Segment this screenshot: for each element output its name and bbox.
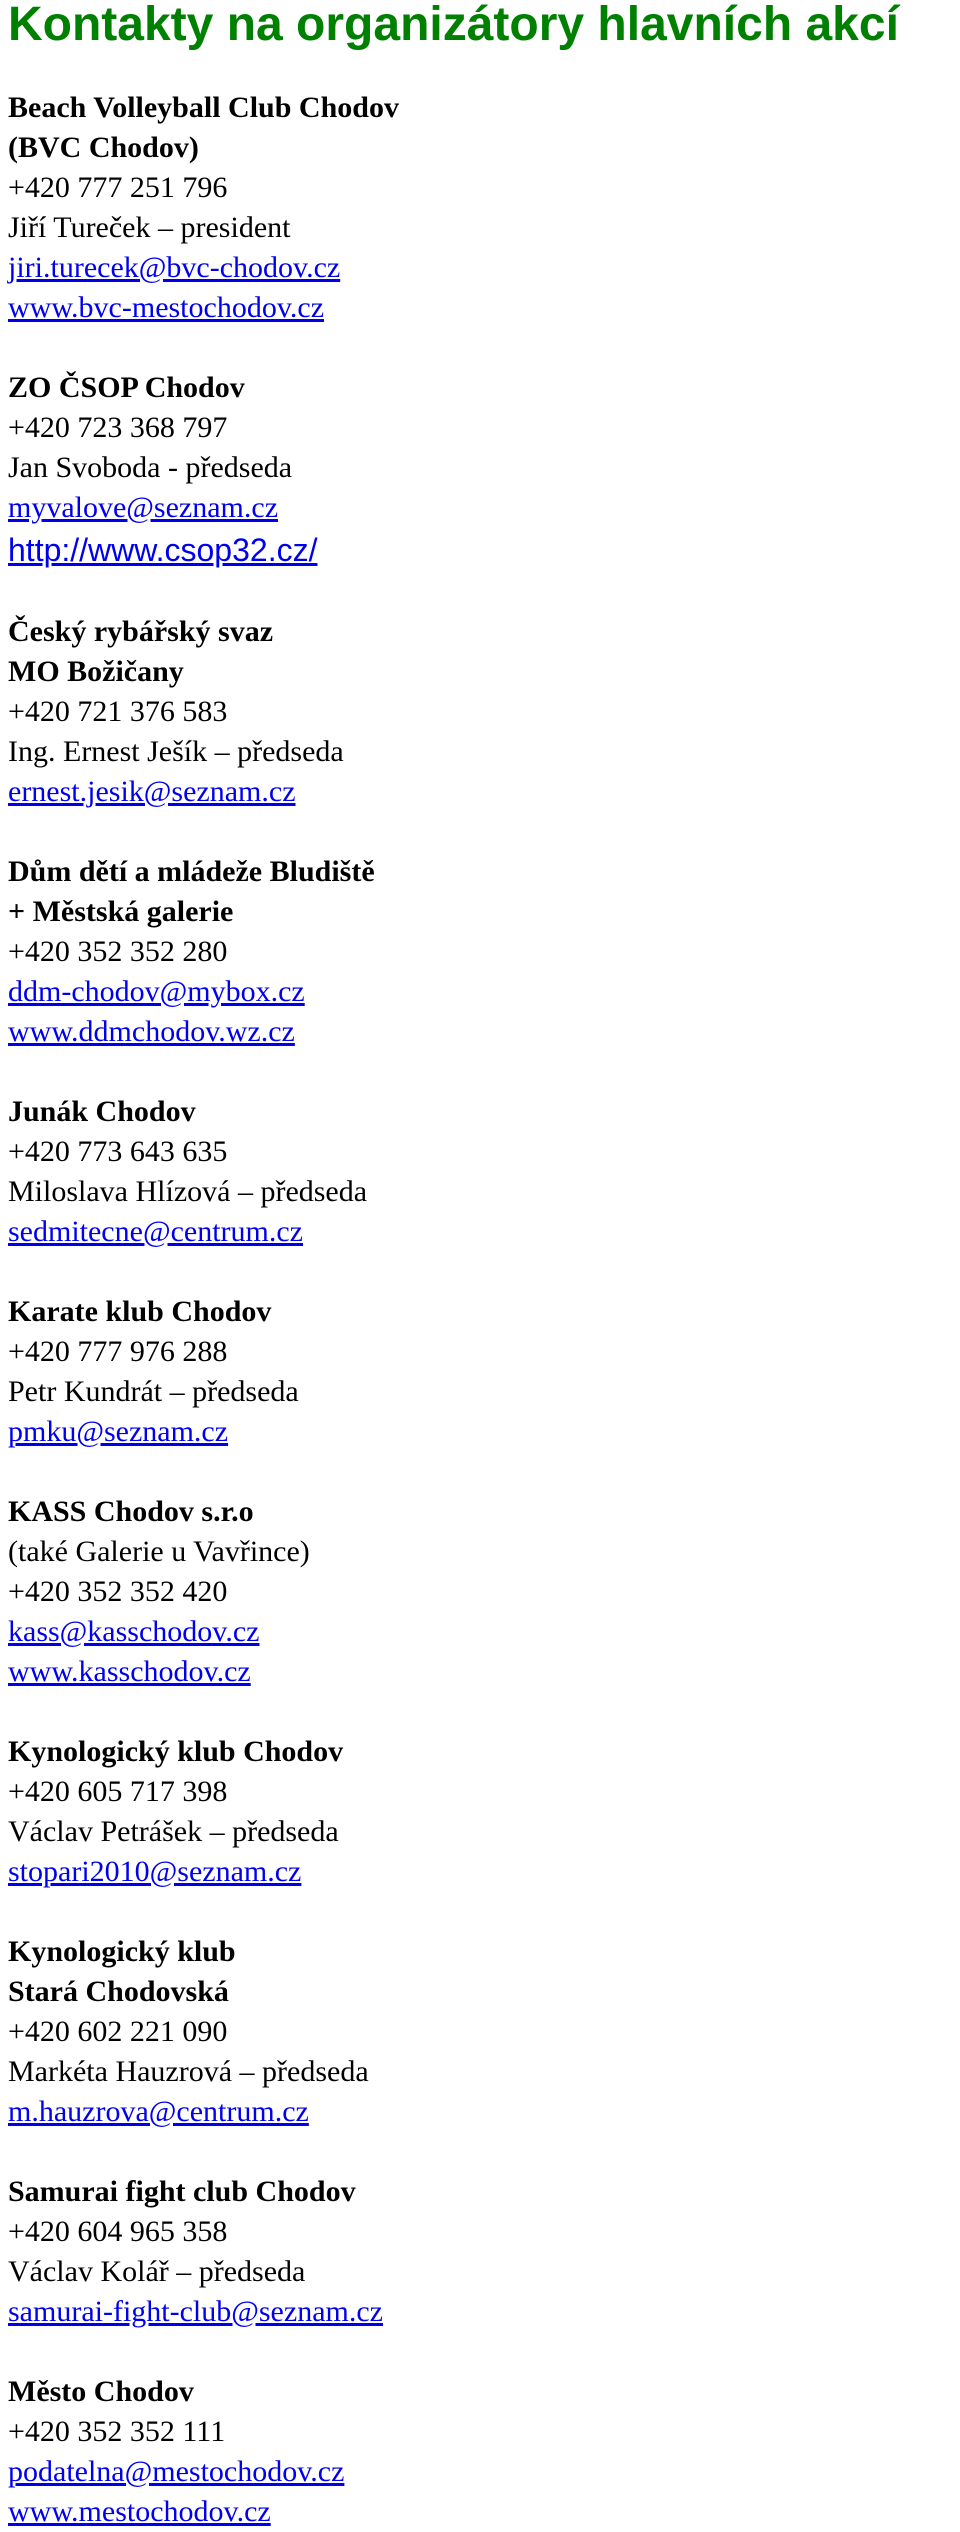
contact-detail: Jiří Tureček – president [8,211,291,244]
contact-block [8,612,960,812]
contact-organization-name: KASS Chodov s.r.o [8,1495,254,1528]
contact-website-link[interactable]: www.ddmchodov.wz.cz [8,1015,295,1048]
contact-block [8,368,960,572]
contact-email-link[interactable]: myvalove@seznam.cz [8,491,279,524]
contact-phone: +420 352 352 111 [8,2415,226,2448]
contact-block [8,88,960,328]
contact-organization-name: Dům dětí a mládeže Bludiště [8,855,375,888]
contact-detail: Václav Petrášek – předseda [8,1815,339,1848]
contact-organization-name: MO Božičany [8,655,184,688]
contact-organization-name: + Městská galerie [8,895,234,928]
contact-website-link[interactable]: www.mestochodov.cz [8,2495,271,2528]
contact-phone: +420 723 368 797 [8,411,228,444]
contact-phone: +420 773 643 635 [8,1135,228,1168]
contact-email-link[interactable]: samurai-fight-club@seznam.cz [8,2295,383,2328]
contact-block [8,1732,960,1892]
contact-detail: Miloslava Hlízová – předseda [8,1175,368,1208]
page-title: Kontakty na organizátory hlavních akcí [8,0,899,51]
contact-email-link[interactable]: stopari2010@seznam.cz [8,1855,302,1888]
contact-organization-name: Město Chodov [8,2375,194,2408]
contact-email-link[interactable]: podatelna@mestochodov.cz [8,2455,345,2488]
contact-block [8,2372,960,2532]
contact-detail: Petr Kundrát – předseda [8,1375,299,1408]
contact-organization-name: Kynologický klub Chodov [8,1735,344,1768]
contact-block [8,852,960,1052]
contact-phone: +420 352 352 420 [8,1575,228,1608]
contact-email-link[interactable]: ddm-chodov@mybox.cz [8,975,305,1008]
contact-detail: (také Galerie u Vavřince) [8,1535,310,1568]
contact-organization-name: Beach Volleyball Club Chodov [8,91,399,124]
contact-website-link[interactable]: www.bvc-mestochodov.cz [8,291,325,324]
contact-organization-name: Kynologický klub [8,1935,236,1968]
contact-organization-name: Junák Chodov [8,1095,196,1128]
contact-organization-name: Karate klub Chodov [8,1295,272,1328]
contact-detail: Jan Svoboda - předseda [8,451,293,484]
contact-block [8,2172,960,2332]
contact-phone: +420 352 352 280 [8,935,228,968]
contact-block [8,1292,960,1452]
contact-detail: Markéta Hauzrová – předseda [8,2055,369,2088]
contact-organization-name: Český rybářský svaz [8,615,274,648]
contact-organization-name: (BVC Chodov) [8,131,199,164]
contact-email-link[interactable]: jiri.turecek@bvc-chodov.cz [8,251,341,284]
contact-detail: Ing. Ernest Ješík – předseda [8,735,344,768]
contact-email-link[interactable]: sedmitecne@centrum.cz [8,1215,303,1248]
contact-email-link[interactable]: kass@kasschodov.cz [8,1615,260,1648]
contact-block [8,1932,960,2132]
contact-website-link[interactable]: http://www.csop32.cz/ [8,532,318,568]
contact-phone: +420 777 251 796 [8,171,228,204]
contact-block [8,1092,960,1252]
contact-block [8,1492,960,1692]
contact-phone: +420 777 976 288 [8,1335,228,1368]
contact-phone: +420 604 965 358 [8,2215,228,2248]
contact-organization-name: ZO ČSOP Chodov [8,371,245,404]
contact-email-link[interactable]: m.hauzrova@centrum.cz [8,2095,309,2128]
contact-list [8,88,960,2532]
contact-phone: +420 721 376 583 [8,695,228,728]
contact-email-link[interactable]: ernest.jesik@seznam.cz [8,775,296,808]
contact-detail: Václav Kolář – předseda [8,2255,306,2288]
contact-website-link[interactable]: www.kasschodov.cz [8,1655,251,1688]
contact-organization-name: Stará Chodovská [8,1975,229,2008]
contact-email-link[interactable]: pmku@seznam.cz [8,1415,229,1448]
contact-phone: +420 602 221 090 [8,2015,228,2048]
contact-phone: +420 605 717 398 [8,1775,228,1808]
contact-organization-name: Samurai fight club Chodov [8,2175,356,2208]
